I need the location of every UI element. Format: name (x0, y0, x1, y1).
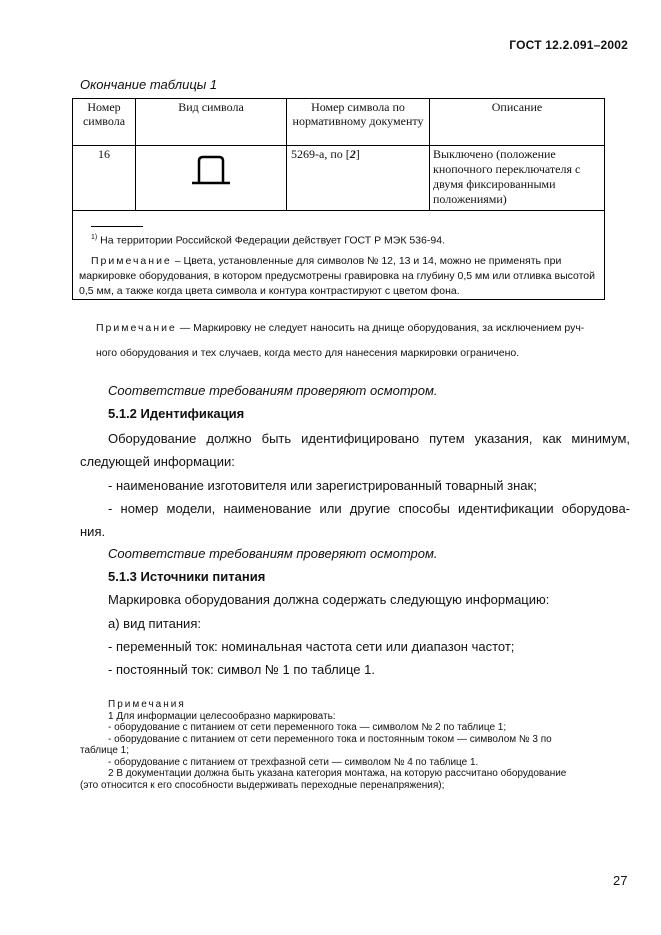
footnote: $^{1)}$ На территории Российской Федерации действует ГОСТ Р МЭК 536-94. (91, 234, 445, 247)
symbol-table (72, 98, 605, 211)
section-512-intro-cont: следующей информации: (80, 454, 235, 469)
table-caption: Окончание таблицы 1 (80, 77, 218, 92)
table-row (73, 146, 605, 211)
note-line: (это относится к его способности выдерживать переходные перенапряжения); (80, 779, 445, 791)
col-header-description: Описание (430, 99, 605, 146)
table-footer-notes (72, 211, 605, 300)
col-header-symbol: Вид символа (136, 99, 287, 146)
symbol-ref-doc: 5269-а, по [2] (287, 146, 430, 211)
table-note: Примечание – Цвета, установленные для символов № 12, 13 и 14, можно не применять при маркировке оборудования, в котором предусмотрены гравировка на глубину 0,5 мм или отливка высотой 0,5 мм, а также когда цвета символа и контура контрастируют с цветом фона. (79, 255, 595, 297)
page-number: 27 (613, 873, 628, 888)
symbol-description: Выключено (положение кнопочного переключателя с двумя фиксированными положениями) (430, 146, 605, 211)
footnote-divider (91, 226, 143, 227)
list-item: - наименование изготовителя или зарегистрированный товарный знак; (108, 478, 537, 493)
col-header-refdoc: Номер символа по нормативному документу (287, 99, 430, 146)
symbol-number: 16 (73, 146, 136, 211)
list-item-cont: ния. (80, 524, 106, 539)
note-line: 2 В документации должна быть указана категория монтажа, на которую рассчитано оборудование (108, 768, 567, 779)
section-512-intro: Оборудование должно быть идентифицировано путем указания, как минимум, (108, 431, 630, 446)
note-line: - оборудование с питанием от сети переменного тока и постоянным током — символом № 3 по (108, 733, 552, 745)
section-title-512: 5.1.2 Идентификация (108, 406, 245, 421)
notes-block (80, 699, 630, 791)
col-header-number: Номер символа (73, 99, 136, 146)
compliance-text-1: Соответствие требованиям проверяют осмотром. (108, 383, 438, 398)
note-line: таблице 1; (80, 745, 130, 756)
list-item: - номер модели, наименование или другие способы идентификации оборудова- (108, 501, 630, 516)
notes-title: Примечания (108, 699, 186, 710)
marking-note: Примечание — Маркировку не следует наносить на днище оборудования, за исключением руч- (96, 322, 585, 334)
table-header-row (73, 99, 605, 146)
standard-header: ГОСТ 12.2.091–2002 (509, 38, 628, 52)
note-line: - оборудование с питанием от трехфазной сети — символом № 4 по таблице 1. (108, 756, 479, 768)
push-button-off-icon (188, 153, 234, 187)
list-item: а) вид питания: (108, 616, 201, 631)
note-line: - оборудование с питанием от сети переменного тока — символом № 2 по таблице 1; (108, 722, 507, 733)
note-line: 1 Для информации целесообразно маркировать: (108, 710, 336, 722)
list-item: - постоянный ток: символ № 1 по таблице 1. (108, 662, 375, 677)
section-title-513: 5.1.3 Источники питания (108, 569, 266, 584)
marking-note-cont: ного оборудования и тех случаев, когда место для нанесения маркировки ограничено. (96, 347, 520, 359)
ref-doc-number: 5269 (291, 147, 315, 161)
section-513-intro: Маркировка оборудования должна содержать следующую информацию: (108, 592, 550, 607)
list-item: - переменный ток: номинальная частота сети или диапазон частот; (108, 639, 515, 654)
compliance-text-2: Соответствие требованиям проверяют осмотром. (108, 546, 438, 561)
